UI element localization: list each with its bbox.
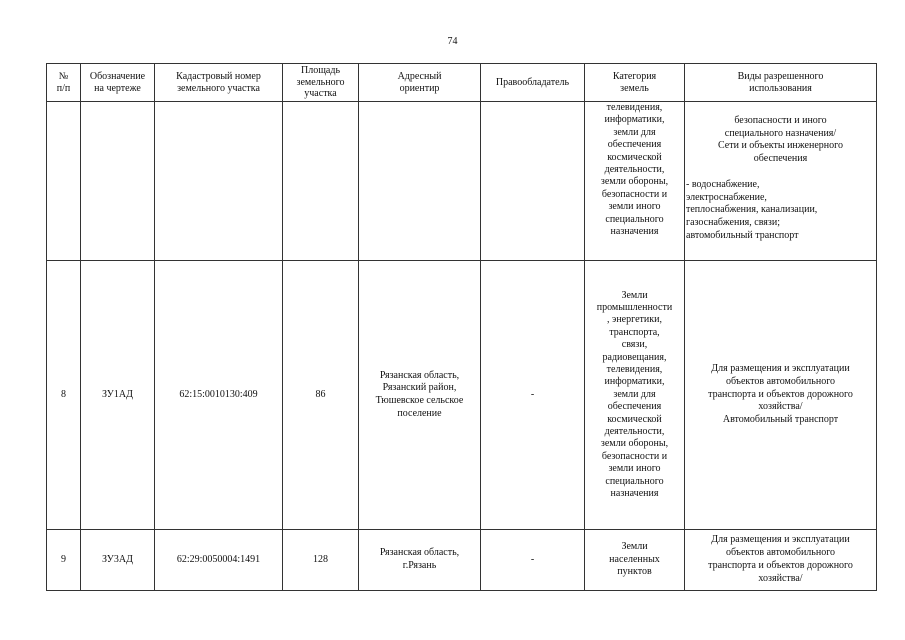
cell-area: 128 (283, 530, 359, 591)
cell-cadastral-number: 62:29:0050004:1491 (155, 530, 283, 591)
cell-owner: - (481, 530, 585, 591)
cell-designation: ЗУ1АД (81, 261, 155, 530)
cell-num (47, 102, 81, 261)
table-header-row (47, 64, 877, 102)
cell-cadastral-number: 62:15:0010130:409 (155, 261, 283, 530)
land-plots-table (46, 63, 877, 591)
cell-area (283, 102, 359, 261)
table-row (47, 261, 877, 530)
header-permitted-use: Виды разрешенного использования (685, 64, 877, 102)
cell-permitted-use: Для размещения и эксплуатации объектов автомобильного транспорта и объектов дорожного хозяйства/ (685, 530, 877, 591)
cell-owner: - (481, 261, 585, 530)
cell-land-category: телевидения, информатики, земли для обеспечения космической деятельности, земли обороны, безопасности и земли иного специального назначения (585, 102, 685, 261)
cell-num: 9 (47, 530, 81, 591)
header-owner: Правообладатель (481, 64, 585, 102)
cell-permitted-use (685, 102, 877, 261)
cell-land-category: Земли населенных пунктов (585, 530, 685, 591)
header-cadastral-number: Кадастровый номер земельного участка (155, 64, 283, 102)
header-land-category: Категория земель (585, 64, 685, 102)
cell-owner (481, 102, 585, 261)
header-num: № п/п (47, 64, 81, 102)
permitted-use-text: безопасности и иного специального назначения/ Сети и объекты инженерного обеспечения (718, 114, 843, 165)
cell-address: Рязанская область, Рязанский район, Тюшевское сельское поселение (359, 261, 481, 530)
cell-address: Рязанская область, г.Рязань (359, 530, 481, 591)
page-number: 74 (447, 36, 458, 47)
cell-permitted-use: Для размещения и эксплуатации объектов автомобильного транспорта и объектов дорожного хозяйства/ Автомобильный транспорт (685, 261, 877, 530)
cell-address (359, 102, 481, 261)
cell-designation (81, 102, 155, 261)
table-row-continuation (47, 102, 877, 261)
table-row (47, 530, 877, 591)
cell-area: 86 (283, 261, 359, 530)
permitted-use-list: - водоснабжение, электроснабжение, теплоснабжения, канализации, газоснабжения, связи; автомобильный транспорт (686, 178, 818, 241)
header-designation: Обозначение на чертеже (81, 64, 155, 102)
cell-cadastral-number (155, 102, 283, 261)
cell-land-category: Земли промышленности , энергетики, транспорта, связи, радиовещания, телевидения, информатики, земли для обеспечения космической деятельности, земли обороны, безопасности и земли иного специального назначения (585, 261, 685, 530)
header-address: Адресный ориентир (359, 64, 481, 102)
header-area: Площадь земельного участка (283, 64, 359, 102)
cell-designation: ЗУ3АД (81, 530, 155, 591)
cell-num: 8 (47, 261, 81, 530)
